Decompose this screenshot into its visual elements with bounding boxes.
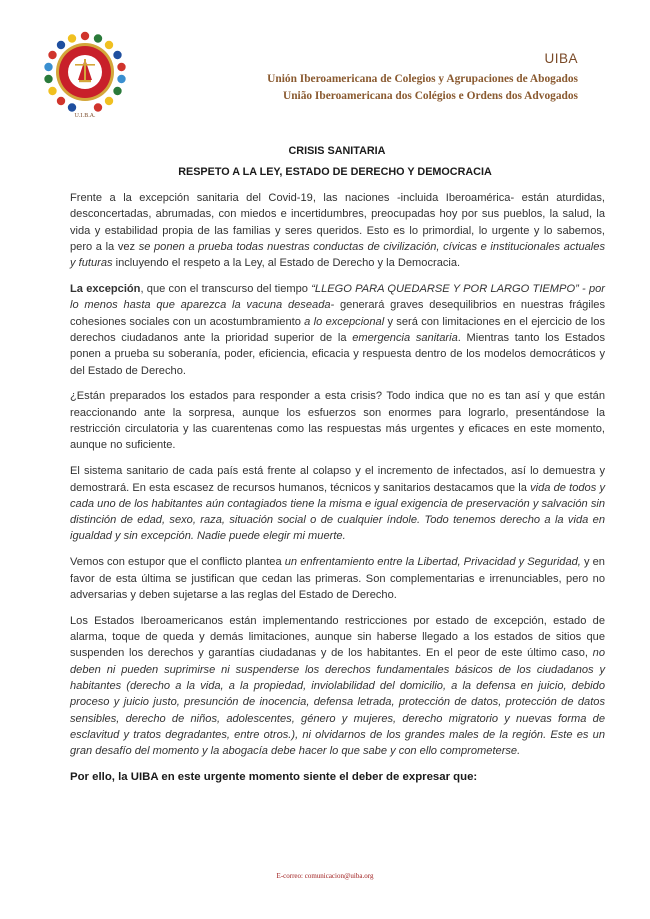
org-acronym: UIBA — [544, 51, 578, 66]
org-name-portuguese: União Iberoamericana dos Colégios e Ordens dos Advogados — [282, 90, 578, 102]
footer-email[interactable]: E-correo: comunicacion@uiba.org — [276, 872, 374, 880]
paragraph-6: Los Estados Iberoamericanos están implementando restricciones por estado de excepción, estado de alarma, toque de queda y demás limitaciones, aunque sin haberse llegado a los estados de sitios que suspenden los derechos y garantías ciudadanas y de los habitantes. En el peor de este último caso, no deben ni pueden suprimirse ni suspenderse los derechos fundamentales básicos de los ciudadanos y habitantes (derecho a la vida, a la propiedad, inviolabilidad del domicilio, a la defensa en juicio, debido proceso y juicio justo, presunción de inocencia, defensa letrada, protección de datos, protección de datos sensibles, derecho de niños, adolescentes, género y mujeres, derecho migratorio y nuevas forma de esclavitud y tratos degradantes, entre otros.), ni olvidarnos de los grandes males de la región. Este es un gran desafío del momento y la abogacía debe hacer lo que sabe y con ello comprometerse. — [70, 614, 605, 758]
paragraph-1: Frente a la excepción sanitaria del Covid-19, las naciones -incluida Iberoamérica- están aturdidas, desconcertadas, abrumadas, con miedos e incertidumbres, preocupadas hoy por sus pueblos, la salud, la vida y estabilidad propia de las familias y seres queridos. Esto es lo primordial, lo urgente y lo sabemos, pero a la vez se ponen a prueba todas nuestras conductas de civilización, cívicas e institucionales actuales y futuras incluyendo el respeto a la Ley, al Estado de Derecho y la Democracia. — [70, 192, 605, 270]
document-body — [70, 190, 605, 795]
org-name-spanish: Unión Iberoamericana de Colegios y Agrupaciones de Abogados — [267, 73, 578, 85]
uiba-logo — [40, 28, 130, 118]
document-title: CRISIS SANITARIA — [288, 145, 386, 157]
paragraph-4: El sistema sanitario de cada país está frente al colapso y el incremento de infectados, así lo demuestra y demostrará. En esta escasez de recursos humanos, técnicos y sanitarios destacamos que la vida de todos y cada uno de los habitantes aún contagiados tiene la misma e igual exigencia de preservación y salvación sin distinción de edad, sexo, raza, situación social o de cualquier índole. Todo tenemos derecho a la vida en igualdad y sin excepción. Nadie puede elegir mi muerte. — [70, 465, 605, 543]
emphasis-la-excepcion: La excepción — [70, 283, 141, 296]
paragraph-2: La excepción, que con el transcurso del tiempo “LLEGO PARA QUEDARSE Y POR LARGO TIEMPO” - por lo menos hasta que aparezca la vacuna deseada- generará graves desequilibrios en nuestras frágiles cohesiones sociales con un acostumbramiento a lo excepcional y será con limitaciones en el ejercicio de los derechos ciudadanos ante la prioridad superior de la emergencia sanitaria. Mientras tanto los Estados ponen a prueba su soberanía, poder, eficiencia, eficacia y respuesta dentro de los modelos democráticos y del Estado de Derecho. — [70, 283, 606, 377]
document-subtitle: RESPETO A LA LEY, ESTADO DE DERECHO Y DEMOCRACIA — [178, 166, 492, 178]
closing-statement: Por ello, la UIBA en este urgente momento siente el deber de expresar que: — [70, 771, 478, 784]
paragraph-3: ¿Están preparados los estados para responder a esta crisis? Todo indica que no es tan así y que están reaccionando ante la sorpresa, aunque los esfuerzos son enormes para lograrlo, presentándose la restricción circulatoria y las cuarentenas como las respuestas más urgentes y eficaces en este momento, aunque no suficiente. — [70, 390, 605, 452]
svg-text:U.I.B.A.: U.I.B.A. — [74, 113, 96, 118]
paragraph-5: Vemos con estupor que el conflicto plantea un enfrentamiento entre la Libertad, Privacidad y Seguridad, y en favor de esta última se justifican que cedan las primeras. Son complementarias e irrenunciables, pero no adversarias y deben sujetarse a las reglas del Estado de Derecho. — [70, 556, 605, 601]
organization-header — [267, 51, 578, 105]
